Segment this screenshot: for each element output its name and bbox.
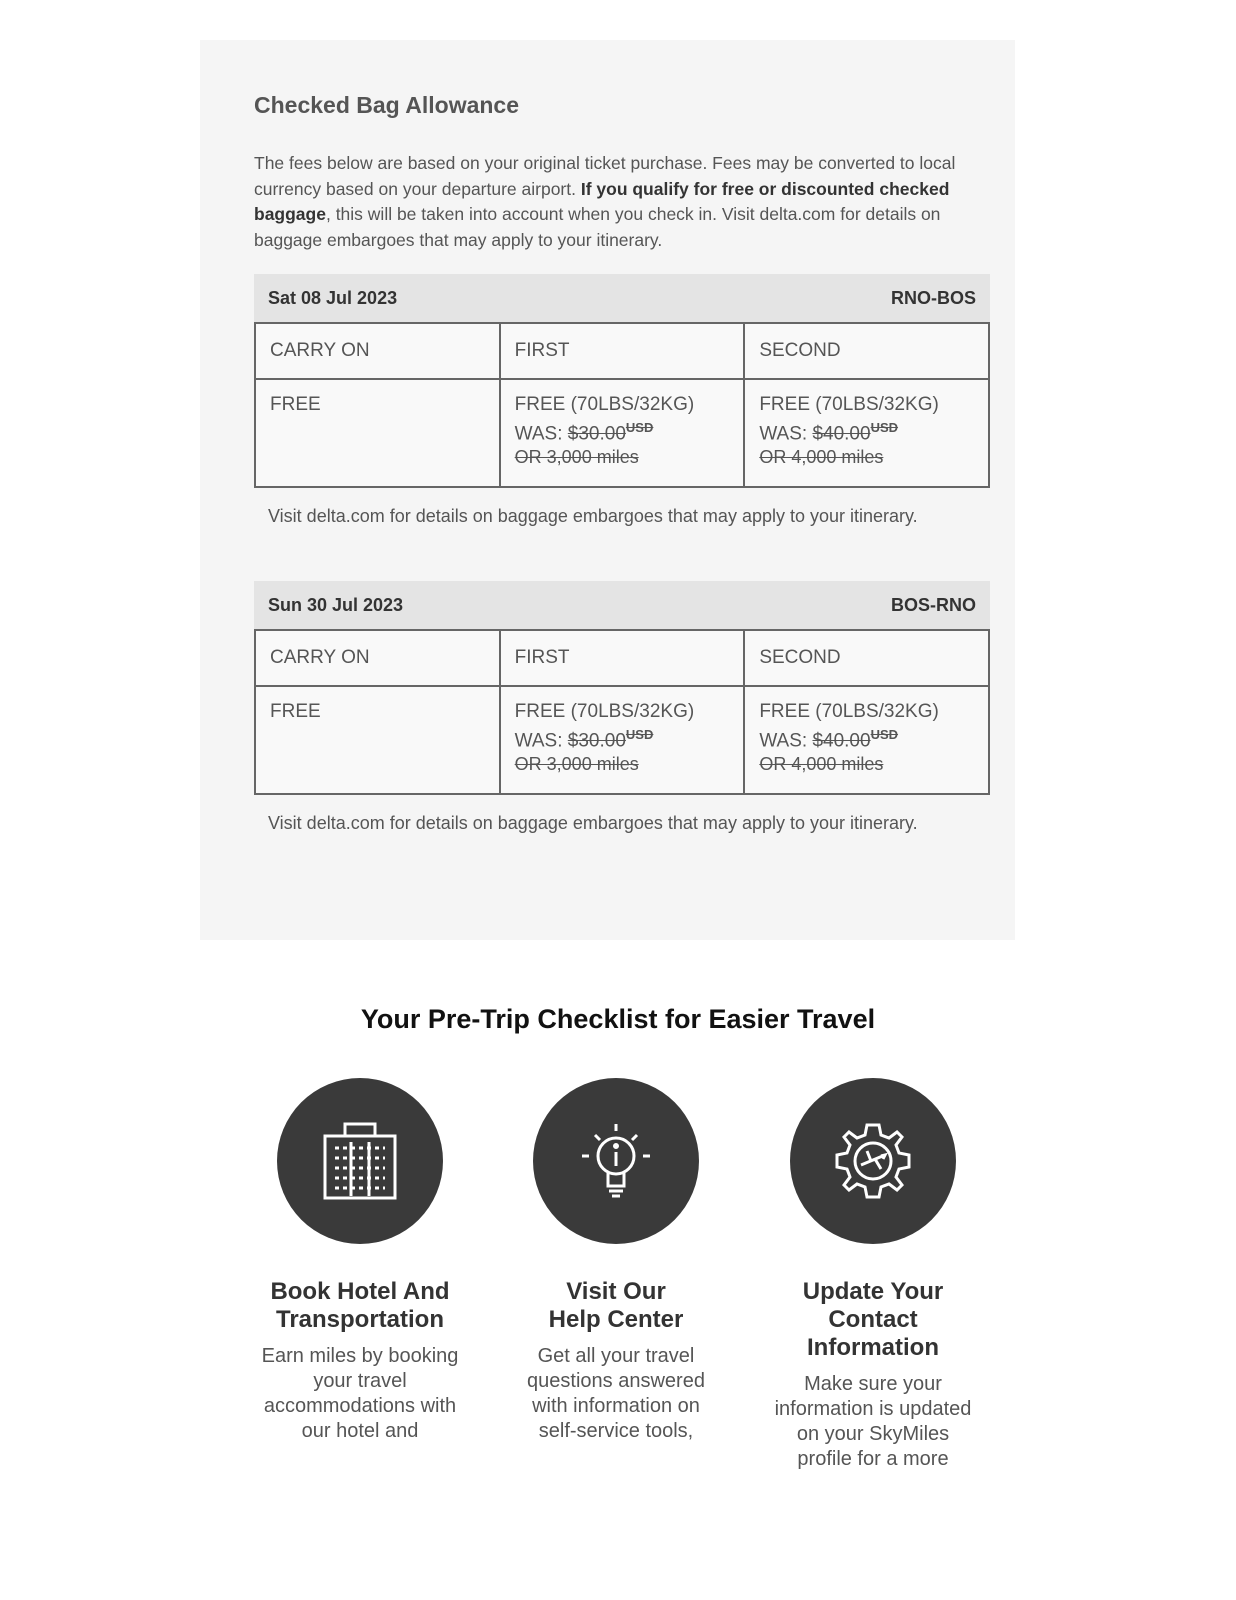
card-title-line: Transportation: [275, 1306, 444, 1333]
card-text: Earn miles by booking your travel accommodations with our hotel and: [261, 1345, 459, 1442]
flight-route: RNO-BOS: [891, 287, 976, 308]
first-bag-cell: [500, 686, 745, 794]
second-bag-value: FREE (70LBS/32KG): [759, 701, 939, 722]
currency: USD: [625, 727, 654, 742]
currency: USD: [870, 420, 899, 435]
first-bag-was: [515, 420, 730, 445]
card-title-line: Contact: [828, 1306, 918, 1333]
flight-block-2: [254, 581, 990, 834]
embargo-note: Visit delta.com for details on baggage embargoes that may apply to your itinerary.: [268, 813, 918, 833]
checklist-title: Your Pre-Trip Checklist for Easier Travel: [360, 1004, 876, 1034]
was-label: WAS:: [514, 730, 568, 752]
table-header-row: [255, 630, 989, 686]
checklist-card-hotel[interactable]: [245, 1078, 475, 1444]
intro-bold: If you qualify for free or discounted checked baggage: [254, 178, 950, 224]
flight-block-1: [254, 274, 990, 527]
flight-date: Sat 08 Jul 2023: [268, 287, 398, 308]
was-miles: OR 3,000 miles: [514, 754, 639, 775]
checklist-card-help[interactable]: [501, 1078, 731, 1444]
second-bag-was: [759, 420, 974, 445]
was-price: $40.00: [812, 730, 871, 752]
was-label: WAS:: [759, 730, 813, 752]
column-header-second: SECOND: [744, 323, 989, 379]
flight-header: [254, 274, 990, 322]
lightbulb-info-icon: [571, 1116, 661, 1206]
hotel-building-icon: [315, 1116, 405, 1206]
table-header-row: [255, 323, 989, 379]
card-text: Make sure your information is updated on your SkyMiles profile for a more: [774, 1373, 972, 1470]
table-row: [255, 686, 989, 794]
was-miles: OR 4,000 miles: [759, 754, 884, 775]
card-title-line: Book Hotel And: [270, 1278, 450, 1305]
column-header-second: SECOND: [744, 630, 989, 686]
intro-text: [254, 151, 994, 253]
column-header-carry-on: CARRY ON: [255, 630, 500, 686]
card-title: [501, 1278, 731, 1334]
column-header-first: FIRST: [500, 323, 745, 379]
card-title: [245, 1278, 475, 1334]
icon-circle: [277, 1078, 443, 1244]
card-title-line: Update Your: [802, 1278, 944, 1305]
card-title: [758, 1278, 988, 1362]
currency: USD: [625, 420, 654, 435]
icon-circle: [533, 1078, 699, 1244]
carry-on-cell: FREE: [255, 686, 500, 794]
flight-header: [254, 581, 990, 629]
second-bag-was: [759, 727, 974, 752]
card-title-line: Visit Our: [566, 1278, 666, 1305]
second-bag-cell: [744, 686, 989, 794]
carry-on-cell: FREE: [255, 379, 500, 487]
first-bag-value: FREE (70LBS/32KG): [514, 701, 695, 722]
second-bag-value: FREE (70LBS/32KG): [759, 394, 939, 415]
was-miles: OR 3,000 miles: [514, 447, 639, 468]
was-price: $30.00: [567, 730, 626, 752]
flight-route: BOS-RNO: [891, 594, 976, 615]
intro-part1: The fees below are based on your original ticket purchase. Fees may be converted to local currency based on your departure airport.: [254, 153, 956, 199]
checklist-card-contact[interactable]: [758, 1078, 988, 1472]
card-text: Get all your travel questions answered with information on self-service tools,: [527, 1345, 705, 1442]
intro-part2: , this will be taken into account when you check in. Visit delta.com for details on baggage embargoes that may apply to your itinerary.: [254, 204, 941, 250]
first-bag-cell: [500, 379, 745, 487]
flight-date: Sun 30 Jul 2023: [268, 594, 404, 615]
was-price: $30.00: [567, 423, 626, 445]
card-title-line: Information: [807, 1334, 939, 1361]
column-header-first: FIRST: [500, 630, 745, 686]
second-bag-cell: [744, 379, 989, 487]
first-bag-value: FREE (70LBS/32KG): [514, 394, 695, 415]
was-price: $40.00: [812, 423, 871, 445]
currency: USD: [870, 727, 899, 742]
bag-table: [254, 322, 990, 488]
was-label: WAS:: [514, 423, 568, 445]
first-bag-was: [515, 727, 730, 752]
card-title-line: Help Center: [548, 1306, 684, 1333]
column-header-carry-on: CARRY ON: [255, 323, 500, 379]
was-miles: OR 4,000 miles: [759, 447, 884, 468]
gear-plane-icon: [827, 1115, 919, 1207]
embargo-note: Visit delta.com for details on baggage embargoes that may apply to your itinerary.: [268, 506, 918, 526]
table-row: [255, 379, 989, 487]
section-title: Checked Bag Allowance: [254, 92, 520, 118]
was-label: WAS:: [759, 423, 813, 445]
bag-table: [254, 629, 990, 795]
icon-circle: [790, 1078, 956, 1244]
